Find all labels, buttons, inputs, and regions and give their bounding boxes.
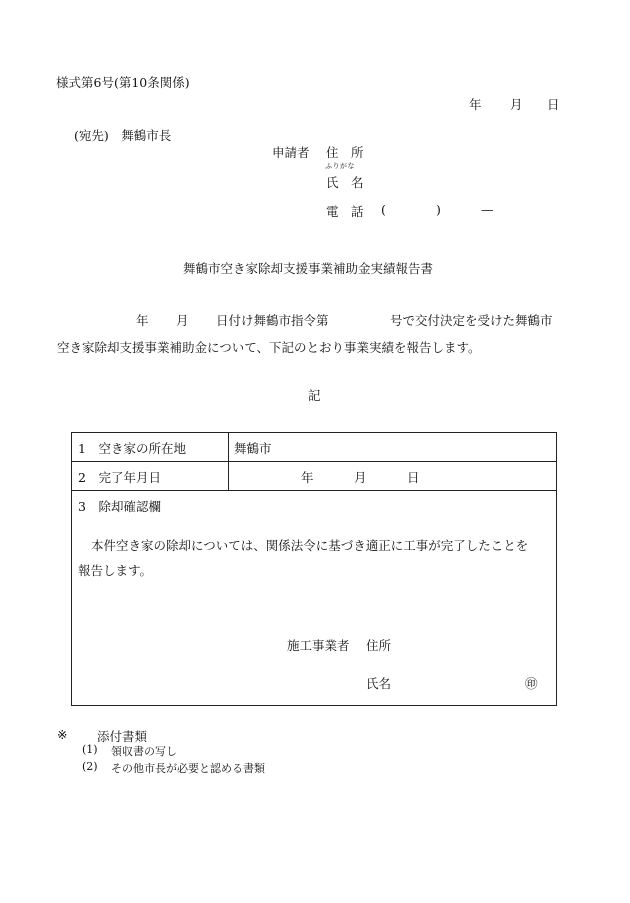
date-day: 日: [547, 97, 560, 112]
contractor-address-label: 住所: [366, 638, 392, 653]
phone-label: 電 話: [326, 204, 364, 219]
report-table: [71, 432, 557, 706]
ki-heading: 記: [308, 388, 321, 403]
body-line1-end: 号で交付決定を受けた舞鶴市: [390, 313, 553, 328]
phone-open-paren: (: [381, 202, 386, 217]
addressee: (宛先) 舞鶴市長: [74, 128, 172, 143]
attachment-1-num: (1): [82, 743, 98, 756]
confirm-text-line2: 報告します。: [78, 563, 153, 578]
row3-label: 3 除却確認欄: [78, 499, 161, 514]
date-year: 年: [469, 97, 482, 112]
attachments-mark: ※: [57, 727, 68, 742]
applicant-label: 申請者: [272, 145, 310, 160]
row2-label: 2 完了年月日: [78, 470, 161, 485]
document-title: 舞鶴市空き家除却支援事業補助金実績報告書: [183, 261, 434, 276]
date-month: 月: [510, 97, 523, 112]
phone-close-paren: ): [436, 202, 441, 217]
name-label: 氏 名: [326, 175, 364, 190]
table-divider-1: [72, 461, 556, 462]
address-label: 住 所: [326, 145, 364, 160]
furigana-label: ふりがな: [325, 162, 355, 170]
row1-value: 舞鶴市: [234, 441, 272, 456]
attachments-heading: 添付書類: [97, 729, 148, 744]
row1-label: 1 空き家の所在地: [78, 441, 186, 456]
contractor-name-label: 氏名: [366, 676, 392, 691]
confirm-text-line1: 本件空き家の除却については、関係法令に基づき適正に工事が完了したことを: [91, 538, 529, 553]
seal-mark: ㊞: [525, 676, 538, 691]
attachment-2-num: (2): [82, 760, 98, 773]
phone-dash: —: [481, 202, 494, 217]
attachment-1-text: 領収書の写し: [111, 745, 177, 758]
row2-day: 日: [407, 470, 420, 485]
form-number: 様式第6号(第10条関係): [56, 75, 190, 90]
body-year: 年: [136, 313, 149, 328]
contractor-label: 施工事業者: [287, 638, 350, 653]
body-line2: 空き家除却支援事業補助金について、下記のとおり事業実績を報告します。: [57, 340, 481, 355]
row2-month: 月: [354, 470, 367, 485]
table-divider-2: [72, 490, 556, 491]
body-month: 月: [176, 313, 189, 328]
attachment-2-text: その他市長が必要と認める書類: [111, 762, 265, 775]
row2-year: 年: [301, 470, 314, 485]
table-column-divider: [228, 433, 229, 490]
body-line1-mid: 日付け舞鶴市指令第: [216, 313, 329, 328]
